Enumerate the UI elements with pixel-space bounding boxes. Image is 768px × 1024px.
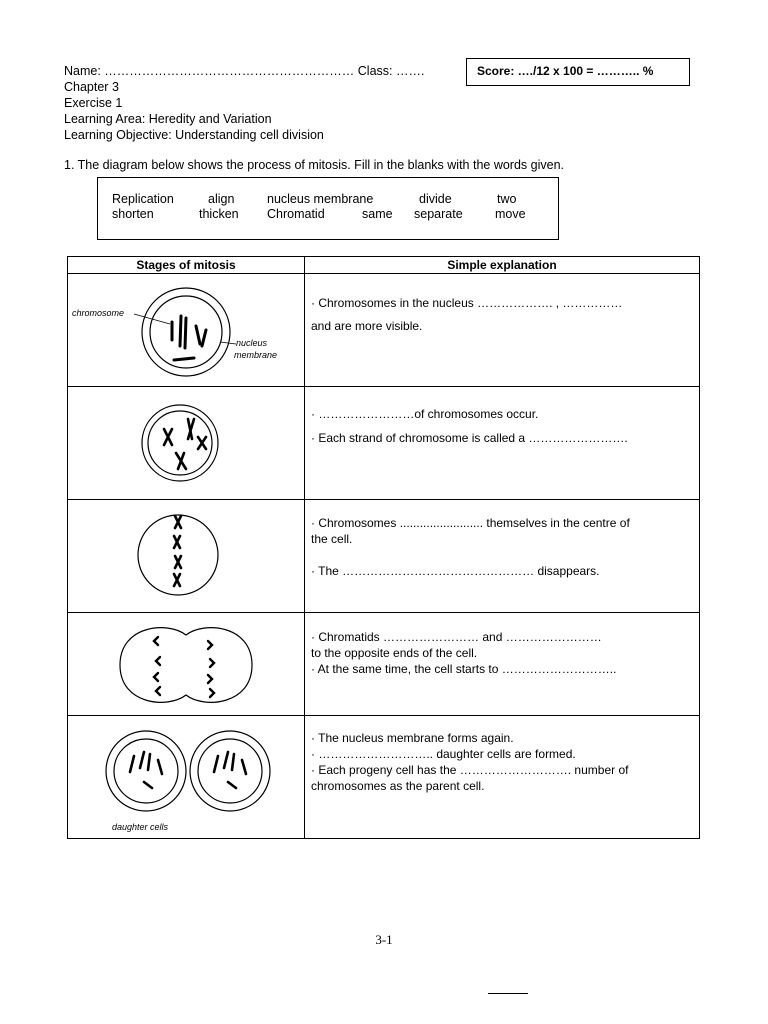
learning-area: Learning Area: Heredity and Variation xyxy=(64,112,272,126)
explanation-line: · Chromatids …………………… and …………………… xyxy=(311,630,602,644)
explanation-line: to the opposite ends of the cell. xyxy=(311,646,478,660)
word: divide xyxy=(419,192,452,206)
col-header-explanation: Simple explanation xyxy=(305,257,700,274)
chromosome-label: chromosome xyxy=(72,308,125,318)
stage-1-explanation xyxy=(305,274,700,387)
explanation-line: · Each progeny cell has the ………………………. number of xyxy=(311,763,629,777)
word: same xyxy=(362,207,393,221)
stage-5-diagram xyxy=(68,716,305,839)
word: Chromatid xyxy=(267,207,325,221)
exercise-label: Exercise 1 xyxy=(64,96,123,110)
stage-2-diagram xyxy=(68,387,305,500)
score-box: Score: …./12 x 100 = ……….. % xyxy=(466,58,690,86)
word: shorten xyxy=(112,207,154,221)
question-text: 1. The diagram below shows the process of mitosis. Fill in the blanks with the words given. xyxy=(64,158,564,172)
explanation-line: · The ………………………………………… disappears. xyxy=(311,564,600,578)
word: two xyxy=(497,192,517,206)
word: Replication xyxy=(112,192,174,206)
col-header-stages: Stages of mitosis xyxy=(68,257,305,274)
nucleus-label: nucleus xyxy=(236,338,268,348)
explanation-line: · The nucleus membrane forms again. xyxy=(311,731,514,745)
explanation-line: · At the same time, the cell starts to ……………………….. xyxy=(311,662,617,676)
chapter-label: Chapter 3 xyxy=(64,80,119,94)
explanation-line: chromosomes as the parent cell. xyxy=(311,779,485,793)
membrane-label: membrane xyxy=(234,350,278,360)
stage-2-explanation xyxy=(305,387,700,500)
explanation-line: · ……………………of chromosomes occur. xyxy=(311,407,539,421)
page-number: 3-1 xyxy=(375,932,393,947)
explanation-line: · ……………………….. daughter cells are formed. xyxy=(311,747,576,761)
explanation-line: · Each strand of chromosome is called a ……………………. xyxy=(311,431,628,445)
mitosis-table xyxy=(67,256,700,839)
learning-objective: Learning Objective: Understanding cell division xyxy=(64,128,324,142)
daughter-cells-label: daughter cells xyxy=(112,822,169,832)
explanation-line: · Chromosomes ......................... themselves in the centre of xyxy=(311,516,630,530)
word: move xyxy=(495,207,526,221)
word: thicken xyxy=(199,207,239,221)
stage-3-explanation xyxy=(305,500,700,613)
name-class-line: Name: …………………………………………………… Class: ……. xyxy=(64,64,425,78)
word-bank xyxy=(97,177,559,240)
stage-5-explanation xyxy=(305,716,700,839)
explanation-line: the cell. xyxy=(311,532,353,546)
stage-4-explanation xyxy=(305,613,700,716)
stage-3-diagram xyxy=(68,500,305,613)
word: align xyxy=(208,192,235,206)
explanation-line: · Chromosomes in the nucleus ………………. , …………… xyxy=(311,296,623,310)
stage-4-diagram xyxy=(68,613,305,716)
explanation-line: and are more visible. xyxy=(311,319,423,333)
word: separate xyxy=(414,207,463,221)
footer-divider xyxy=(488,993,528,994)
stage-1-diagram xyxy=(68,274,305,387)
word: nucleus membrane xyxy=(267,192,374,206)
